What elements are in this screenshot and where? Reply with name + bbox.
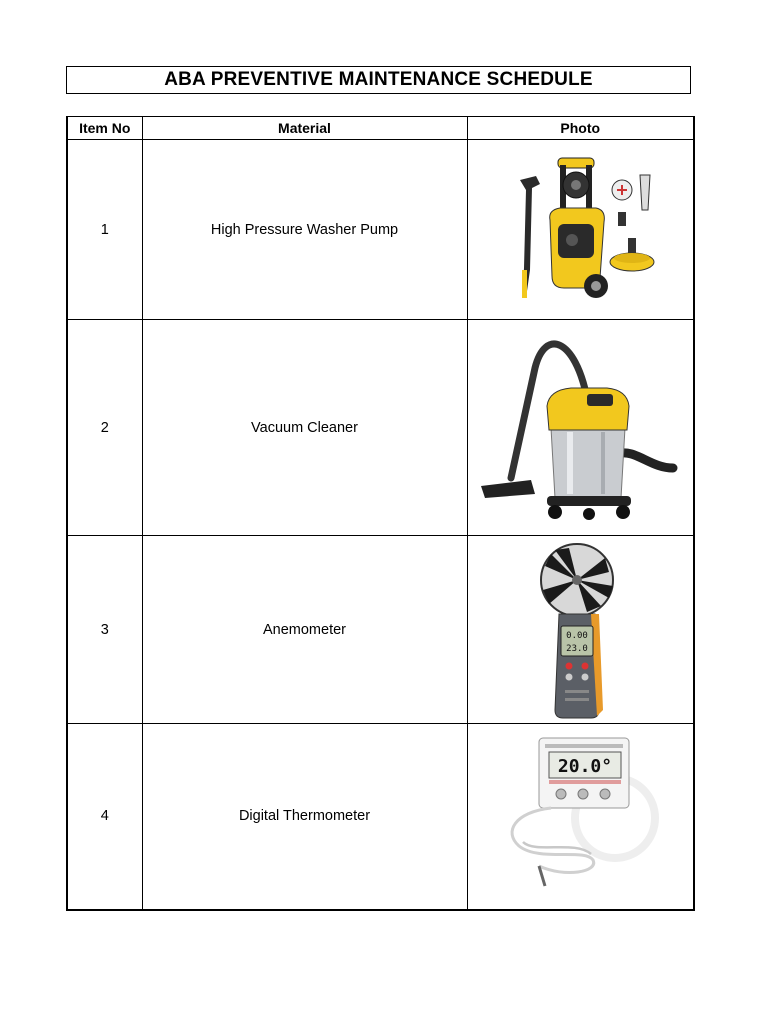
table-row: [67, 536, 694, 724]
photo-cell: [467, 724, 694, 910]
vacuum-cleaner-photo: [475, 328, 685, 528]
item-number: 2: [67, 320, 142, 536]
item-number: 3: [67, 536, 142, 724]
maintenance-schedule-table: [66, 116, 695, 911]
digital-thermometer-photo: [495, 736, 665, 896]
lcd-reading-bottom: 23.0: [566, 643, 589, 654]
table-row: [67, 140, 694, 320]
item-number: 1: [67, 140, 142, 320]
photo-cell: [467, 536, 694, 724]
photo-cell: [467, 320, 694, 536]
table-header-row: [67, 117, 694, 140]
material-name: High Pressure Washer Pump: [142, 140, 467, 320]
lcd-reading-top: 0.00: [566, 630, 589, 641]
lcd-temperature: 20.0°: [558, 756, 613, 778]
item-number: 4: [67, 724, 142, 910]
anemometer-photo: [525, 540, 635, 720]
column-header-item-no: Item No: [67, 117, 142, 140]
table-row: [67, 320, 694, 536]
pressure-washer-photo: [500, 150, 660, 310]
column-header-photo: Photo: [467, 117, 694, 140]
document-title: ABA PREVENTIVE MAINTENANCE SCHEDULE: [66, 66, 691, 94]
table-row: [67, 724, 694, 910]
photo-cell: [467, 140, 694, 320]
column-header-material: Material: [142, 117, 467, 140]
material-name: Anemometer: [142, 536, 467, 724]
material-name: Vacuum Cleaner: [142, 320, 467, 536]
material-name: Digital Thermometer: [142, 724, 467, 910]
